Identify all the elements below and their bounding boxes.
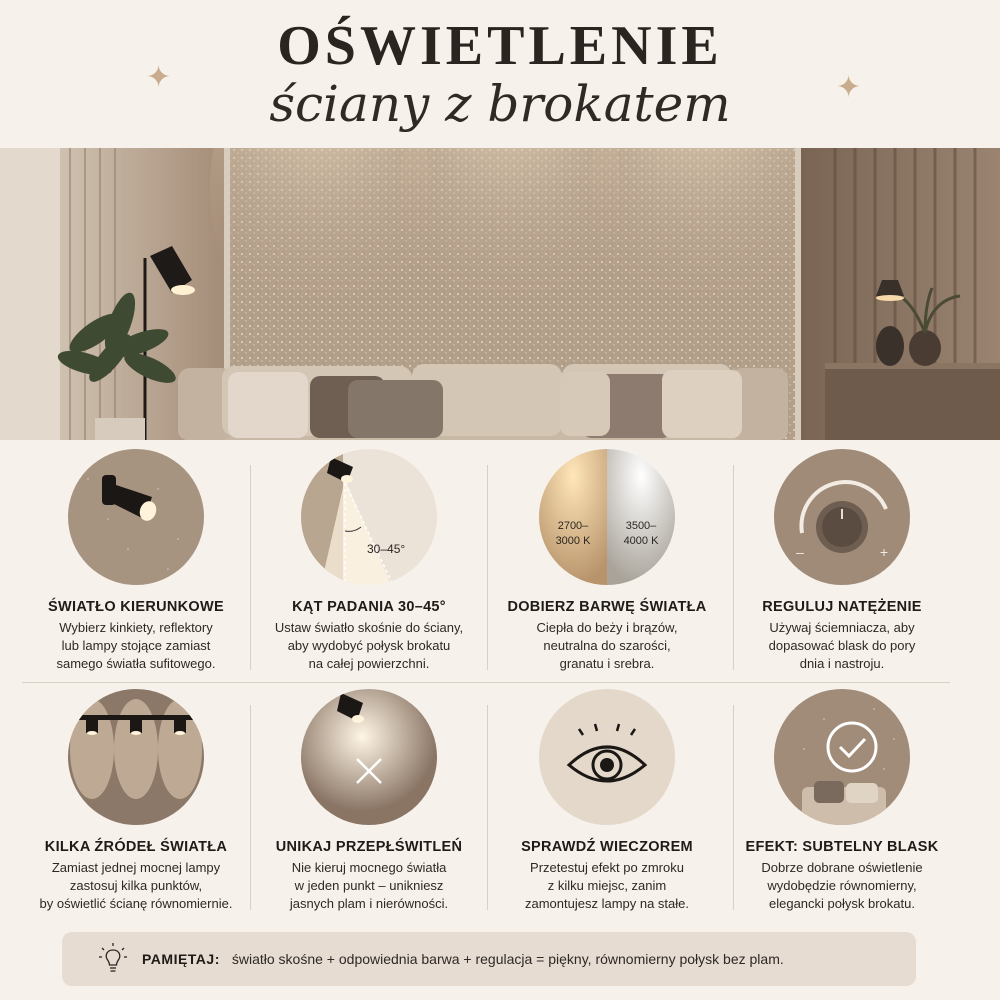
tip-multiple-sources [26,689,246,913]
neutral-temp-label-2: 4000 K [623,535,659,547]
tip-title: REGULUJ NATĘŻENIE [762,599,922,615]
tip-description [497,859,717,913]
tip-line: lub lampy stojące zamiast [61,638,211,653]
tip-description [732,859,952,913]
tip-title: DOBIERZ BARWĘ ŚWIATŁA [507,599,707,615]
tip-dimmer [732,449,952,673]
tip-line: Przetestuj efekt po zmroku [530,860,684,875]
tip-line: jasnych plam i nierówności. [289,896,449,911]
tip-line: Używaj ściemniacza, aby [769,620,915,635]
tip-line: zastosuj kilka punktów, [69,878,203,893]
tip-directional-light [26,449,246,673]
sparkle-icon: ✦ [146,61,172,94]
tip-line: Ustaw światło skośnie do ściany, [274,620,464,635]
tip-line: Ciepła do beży i brązów, [536,620,678,635]
tip-line: granatu i srebra. [559,656,655,671]
page-subtitle: ściany z brokatem [269,75,731,133]
minus-icon: – [796,544,804,560]
remember-banner [62,932,916,986]
tip-line: Zamiast jednej mocnej lampy [51,860,221,875]
tip-description [26,859,246,913]
sparkle-icon: ✦ [836,71,862,104]
neutral-temp-label-1: 3500– [625,520,657,532]
tip-title: KĄT PADANIA 30–45° [292,599,446,615]
tip-subtle-shine [732,689,952,913]
angle-label: 30–45° [367,542,406,556]
tip-description [259,619,479,673]
warm-temp-label-2: 3000 K [555,535,591,547]
wall-sconce-illustration [68,449,204,585]
column-divider [250,705,251,910]
eye-icon [539,689,675,825]
tip-line: elegancki połysk brokatu. [769,896,915,911]
tip-color-temperature [497,449,717,673]
tip-line: Wybierz kinkiety, reflektory [59,620,213,635]
track-lights-illustration [68,689,204,825]
tip-title: EFEKT: SUBTELNY BLASK [745,839,939,855]
tip-line: w jeden punkt – unikniesz [294,878,444,893]
hero-image-living-room [0,148,1000,440]
tip-line: dopasować blask do pory [768,638,916,653]
tip-line: wydobędzie równomierny, [767,878,917,893]
checkmark-illustration [774,689,910,825]
tip-title: ŚWIATŁO KIERUNKOWE [48,599,224,615]
angle-illustration [301,449,437,585]
tip-line: zamontujesz lampy na stałe. [524,896,690,911]
plus-icon: + [879,544,889,560]
tip-line: samego światła sufitowego. [56,656,216,671]
dimmer-illustration [774,449,910,585]
lightbulb-icon [98,942,128,976]
tip-description [497,619,717,673]
tip-description [732,619,952,673]
tip-title: UNIKAJ PRZEPŁŚWITLEŃ [275,839,463,855]
tip-line: Dobrze dobrane oświetlenie [761,860,923,875]
tip-line: z kilku miejsc, zanim [547,878,667,893]
hotspot-illustration [301,689,437,825]
tip-line: neutralna do szarości, [543,638,671,653]
tip-avoid-hotspots [259,689,479,913]
column-divider [487,465,488,670]
warm-temp-label-1: 2700– [557,520,589,532]
tip-line: Nie kieruj mocnego światła [291,860,447,875]
tip-title: KILKA ŹRÓDEŁ ŚWIATŁA [44,839,228,855]
tip-line: dnia i nastroju. [799,656,885,671]
column-divider [250,465,251,670]
tip-description [26,619,246,673]
remember-label: PAMIĘTAJ: [142,951,220,967]
color-temperature-illustration [539,449,675,585]
tip-line: aby wydobyć połysk brokatu [287,638,451,653]
tip-angle [259,449,479,673]
tip-check-evening [497,689,717,913]
row-divider [22,682,950,683]
tip-line: by oświetlić ścianę równomiernie. [39,896,233,911]
tip-title: SPRAWDŹ WIECZOREM [521,839,693,855]
column-divider [487,705,488,910]
remember-text: światło skośne + odpowiednia barwa + regulacja = piękny, równomierny połysk bez plam. [231,951,784,967]
page-title: OŚWIETLENIE [277,15,723,77]
tip-line: na całej powierzchni. [308,656,430,671]
tip-description [259,859,479,913]
